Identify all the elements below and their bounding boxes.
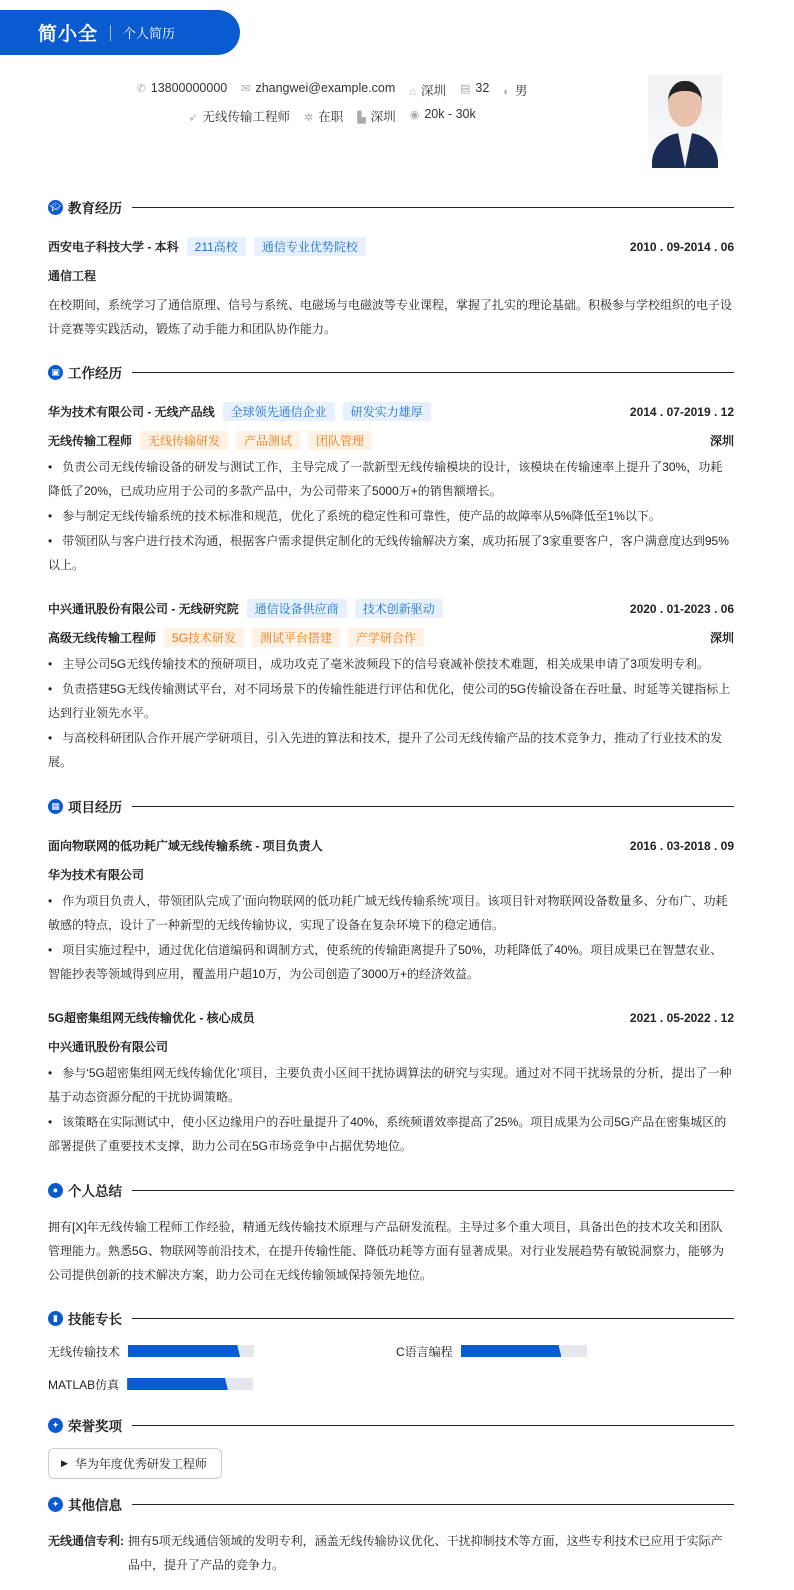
project-entry: 5G超密集组网无线传输优化 - 核心成员 2021 . 05-2022 . 12 中兴通讯股份有限公司 • 参与‘5G超密集组网无线传输优化’项目，主要负责小区间干扰协调算法的研究与实现。通过对不同干扰场景的分析，提出了一种基于动态资源分配的干扰协调策略。 • 该策略在实际测试中，使小区边缘用户的吞吐量提升了40%，系统频谱效率提高了25%。项目成果为公司5G产品在密集城区的部署提供了重要技术支撑，助力公司在5G市场竞争中占据优势地位。 xyxy=(48,1003,734,1158)
skill-bar xyxy=(461,1345,587,1357)
date: 2010 . 09-2014 . 06 xyxy=(629,239,734,254)
skill-bar-fill xyxy=(461,1345,562,1357)
status-icon: ✲ xyxy=(303,112,314,124)
work-entry: 中兴通讯股份有限公司 - 无线研究院 通信设备供应商 技术创新驱动 2020 . 01-2023 . 06 高级无线传输工程师 5G技术研发 测试平台搭建 产学研合作 深圳 • 主导公司5G无线传输技术的预研项目，成功攻克了毫米波频段下的信号衰减补偿技术难题，相关成果申请了3项发明专利。 • 负责搭建5G无线传输测试平台，对不同场景下的传输性能进行评估和优化，使公司的5G传输设备在吞吐量、时延等关键指标上达到行业领先水平。 • 与高校科研团队合作开展产学研项目，引入先进的算法和技术，提升了公司无线传输产品的技术竞争力，推动了行业技术的发展。 xyxy=(48,594,734,774)
major: 通信工程 xyxy=(48,269,97,283)
skill-item: 无线传输技术 xyxy=(48,1341,396,1361)
skill-bar xyxy=(128,1345,254,1357)
candidate-name: 简小全 xyxy=(38,24,99,45)
phone-icon: ✆ xyxy=(136,83,146,95)
skill-bar xyxy=(127,1378,253,1390)
triangle-right-icon: ▶ xyxy=(61,1458,68,1468)
salary-icon: ◉ xyxy=(409,109,420,121)
gender: 男 xyxy=(514,84,528,98)
info-icon: ✦ xyxy=(48,1497,63,1512)
award-icon: ✦ xyxy=(48,1418,63,1433)
section-title: 教育经历 xyxy=(68,201,122,216)
briefcase-icon: ▣ xyxy=(48,365,63,380)
skill-item: MATLAB仿真 xyxy=(48,1374,396,1394)
salary: 20k - 30k xyxy=(424,107,476,121)
status: 在职 xyxy=(318,110,344,124)
resume-subtitle: 个人简历 xyxy=(123,26,176,41)
age-icon: ▤ xyxy=(459,83,471,95)
skill-bar-fill xyxy=(128,1345,240,1357)
education-desc: 在校期间，系统学习了通信原理、信号与系统、电磁场与电磁波等专业课程，掌握了扎实的理论基础。积极参与学校组织的电子设计竞赛等实践活动，锻炼了动手能力和团队协作能力。 xyxy=(48,298,733,336)
grid-icon: ▦ xyxy=(48,799,63,814)
profile-photo xyxy=(648,75,722,168)
age: 32 xyxy=(475,81,490,95)
header-banner xyxy=(0,10,240,55)
skill-item: C语言编程 xyxy=(396,1341,734,1361)
other-info-item: 无线通信专利: 拥有5项无线通信领域的发明专利，涵盖无线传输协议优化、干扰抑制技术等方面，这些专利技术已应用于实际产品中，提升了产品的竞争力。 xyxy=(48,1534,723,1572)
education-entry: 西安电子科技大学 - 本科 211高校 通信专业优势院校 2010 . 09-2014 . 06 xyxy=(48,232,734,261)
gender-icon: ◐ xyxy=(503,86,510,98)
section-projects: ▦ 项目经历 xyxy=(48,795,734,817)
position: 无线传输工程师 xyxy=(202,110,290,124)
section-work: ▣ 工作经历 xyxy=(48,361,734,383)
section-skills: ▮ 技能专长 xyxy=(48,1307,734,1329)
graduation-cap-icon: 🎓︎ xyxy=(48,200,63,215)
building-icon: ▙ xyxy=(357,112,366,124)
city: 深圳 xyxy=(420,84,446,98)
resume-body xyxy=(48,196,734,1577)
email: zhangwei@example.com xyxy=(255,81,396,95)
mail-icon: ✉ xyxy=(241,83,251,95)
work-entry: 华为技术有限公司 - 无线产品线 全球领先通信企业 研发实力雄厚 2014 . 07-2019 . 12 无线传输工程师 无线传输研发 产品测试 团队管理 深圳 • 负责公司无线传输设备的研发与测试工作，主导完成了一款新型无线传输模块的设计，该模块在传输速率上提升了30%，功耗降低了20%，已成功应用于公司的多款产品中，为公司带来了5000万+的销售额增长。 • 参与制定无线传输系统的技术标准和规范，优化了系统的稳定性和可靠性，使产品的故障率从5%降低至1%以下。 • 带领团队与客户进行技术沟通，根据客户需求提供定制化的无线传输解决方案，成功拓展了3家重要客户，客户满意度达到95%以上。 xyxy=(48,397,734,577)
send-icon: ➶ xyxy=(188,112,198,124)
home-icon: ⌂ xyxy=(409,86,416,98)
award-item[interactable]: ▶ 华为年度优秀研发工程师 xyxy=(48,1448,222,1479)
skills-list xyxy=(48,1341,734,1394)
user-icon: ● xyxy=(48,1183,63,1198)
phone: 13800000000 xyxy=(150,81,228,95)
bar-chart-icon: ▮ xyxy=(48,1311,63,1326)
section-education xyxy=(48,196,734,218)
section-awards: ✦ 荣誉奖项 xyxy=(48,1414,734,1436)
divider xyxy=(110,25,111,41)
section-summary: ● 个人总结 xyxy=(48,1179,734,1201)
section-other: ✦ 其他信息 xyxy=(48,1493,734,1515)
skill-bar-fill xyxy=(127,1378,228,1390)
project-entry: 面向物联网的低功耗广域无线传输系统 - 项目负责人 2016 . 03-2018 . 09 华为技术有限公司 • 作为项目负责人，带领团队完成了‘面向物联网的低功耗广域无线传输系统’项目。该项目针对物联网设备数量多、分布广、功耗敏感的特点，设计了一种新型的无线传输协议，实现了设备在复杂环境下的稳定通信。 • 项目实施过程中，通过优化信道编码和调制方式，使系统的传输距离提升了50%，功耗降低了40%。项目成果已在智慧农业、智能抄表等领域得到应用，覆盖用户超10万，为公司创造了3000万+的经济效益。 xyxy=(48,831,734,986)
tag: 211高校 xyxy=(187,237,246,256)
tag: 通信专业优势院校 xyxy=(254,237,366,256)
target-city: 深圳 xyxy=(370,110,396,124)
summary-text: 拥有[X]年无线传输工程师工作经验，精通无线传输技术原理与产品研发流程。主导过多个重大项目，具备出色的技术攻关和团队管理能力。熟悉5G、物联网等前沿技术，在提升传输性能、降低功耗等方面有显著成果。对行业发展趋势有敏锐洞察力，能够为公司提供创新的技术解决方案，助力公司在无线传输领域保持领先地位。 xyxy=(48,1220,725,1282)
